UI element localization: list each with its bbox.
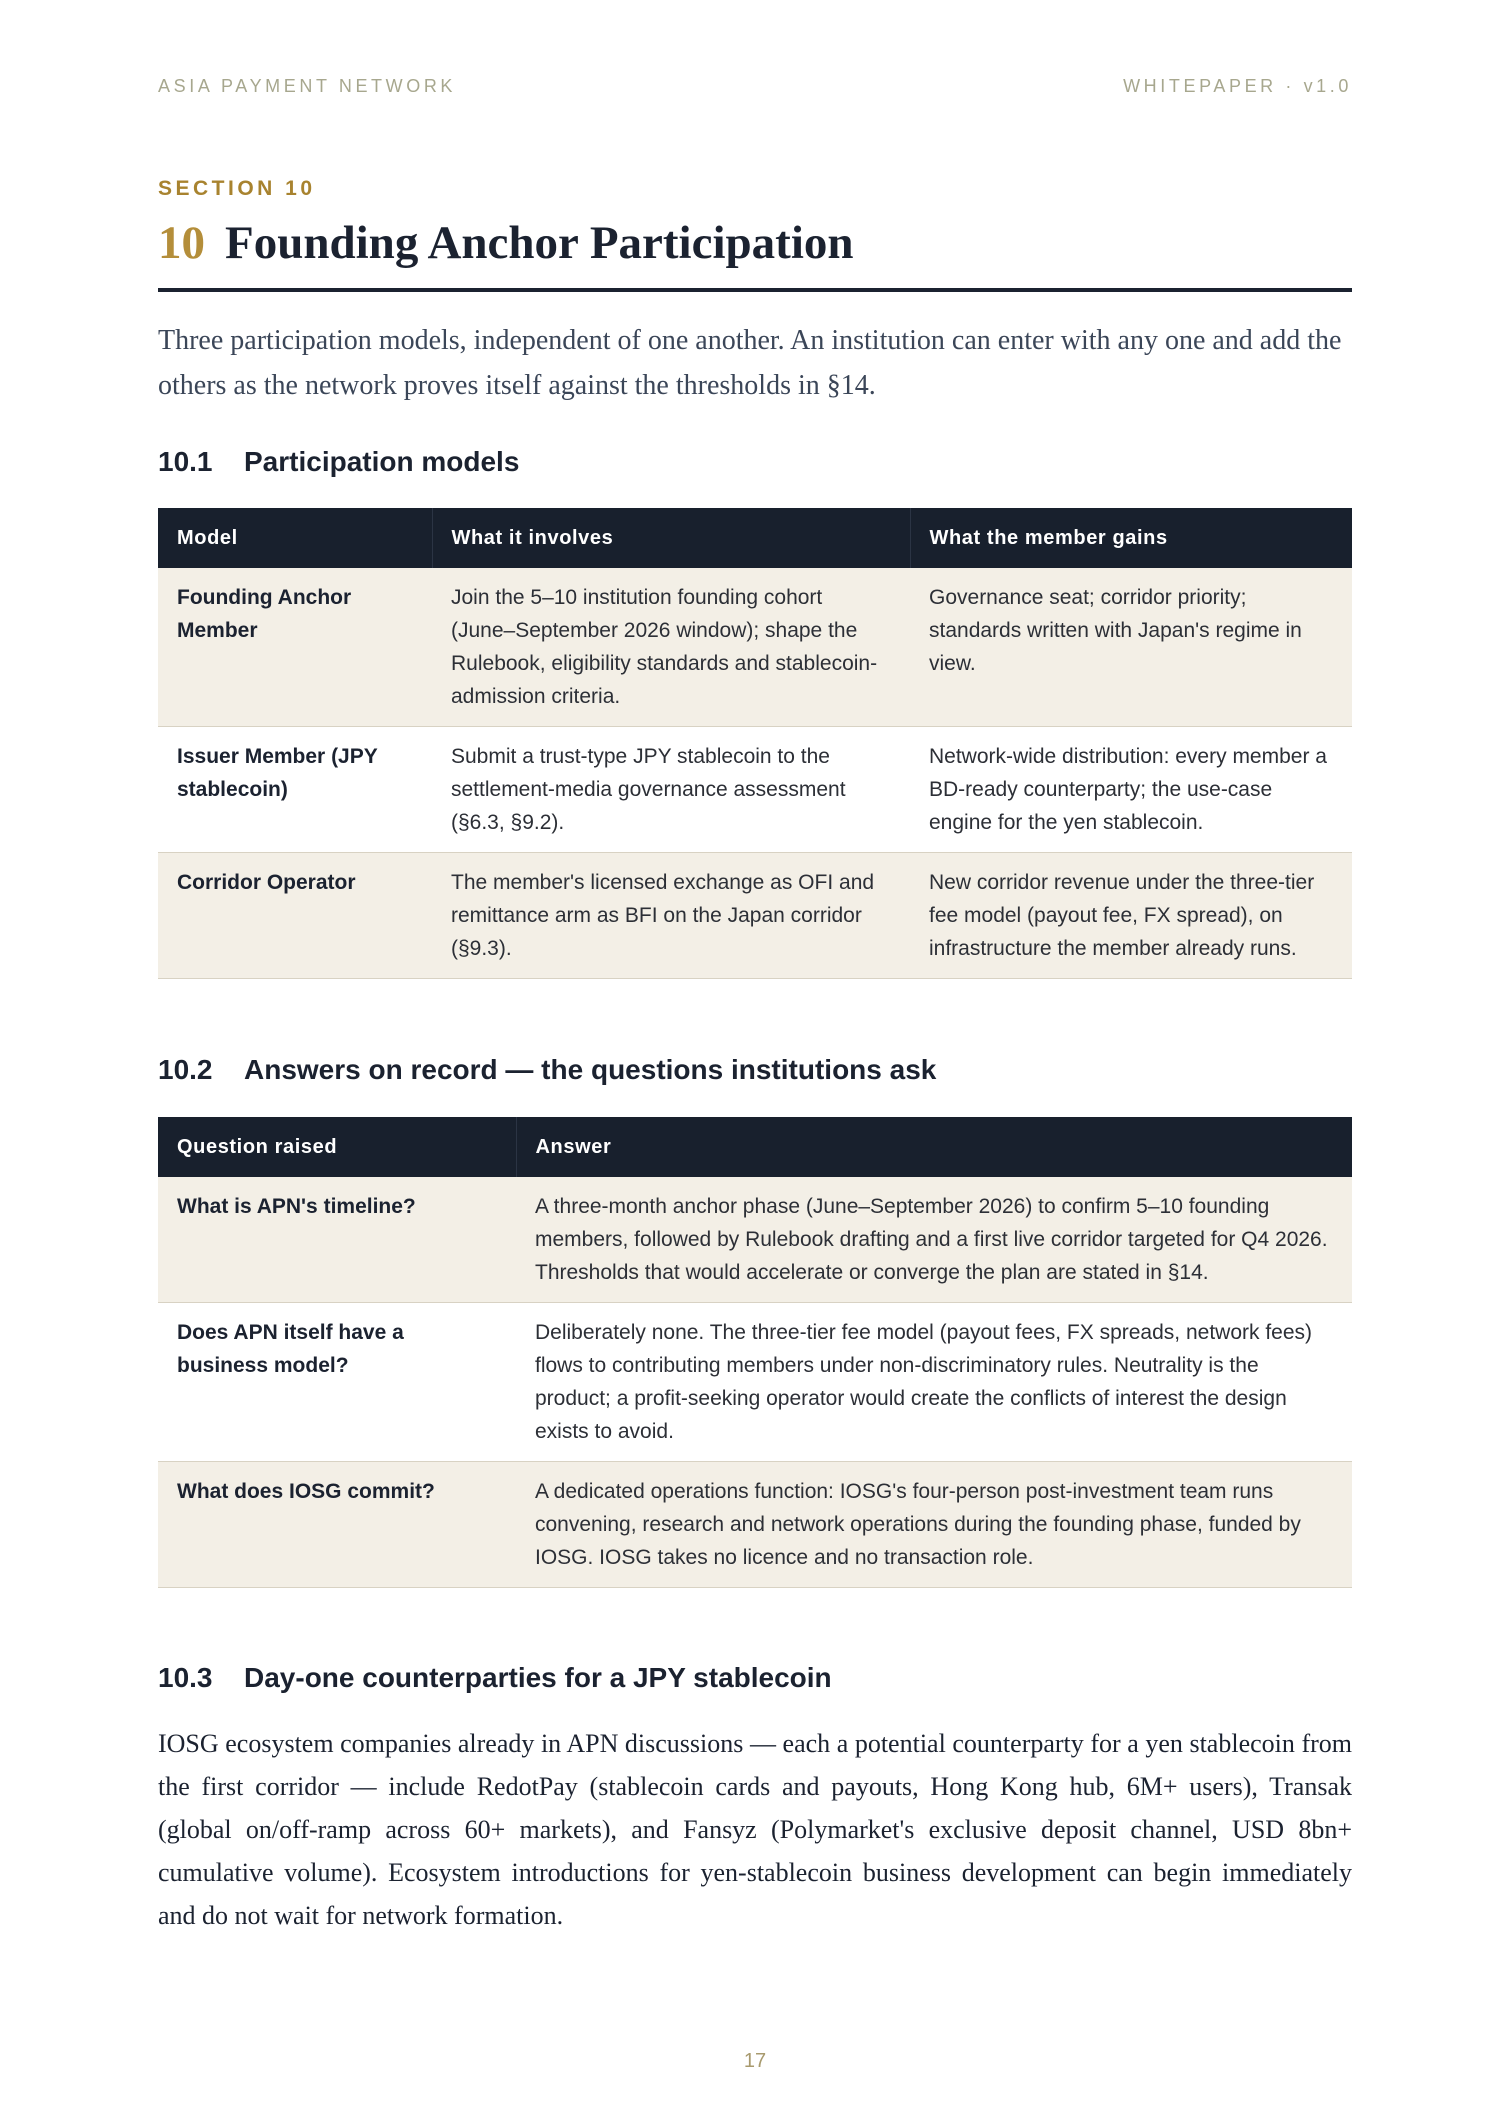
- model-cell: Corridor Operator: [158, 853, 432, 979]
- page-number: 17: [743, 2050, 767, 2072]
- subsection-title: Day-one counterparties for a JPY stablecoin: [244, 1662, 832, 1693]
- column-header: What the member gains: [910, 508, 1352, 568]
- subsection-heading-10-1: [158, 446, 519, 478]
- table-header-row: [158, 508, 1352, 568]
- involves-cell: The member's licensed exchange as OFI and remittance arm as BFI on the Japan corridor (§9.3).: [432, 853, 910, 979]
- participation-models-table: [158, 508, 1352, 979]
- counterparties-paragraph: IOSG ecosystem companies already in APN discussions — each a potential counterparty for a yen stablecoin from the first corridor — include RedotPay (stablecoin cards and payouts, Hong Kong hub, 6M+ users), Transak (global on/off-ramp across 60+ markets), and Fansyz (Polymarket's exclusive deposit channel, USD 8bn+ cumulative volume). Ecosystem introductions for yen-stablecoin business development can begin immediately and do not wait for network formation.: [158, 1729, 1352, 1930]
- column-header: Answer: [516, 1117, 1352, 1177]
- subsection-heading-10-3: [158, 1662, 832, 1694]
- section-title-text: Founding Anchor Participation: [225, 217, 854, 269]
- subsection-title: Answers on record — the questions institutions ask: [244, 1054, 937, 1085]
- table-header-row: [158, 1117, 1352, 1177]
- subsection-title: Participation models: [244, 446, 520, 477]
- column-header: What it involves: [432, 508, 910, 568]
- table-row: [158, 1177, 1352, 1303]
- involves-cell: Submit a trust-type JPY stablecoin to the settlement-media governance assessment (§6.3, §9.2).: [432, 727, 910, 853]
- table-row: [158, 1462, 1352, 1588]
- question-cell: What does IOSG commit?: [158, 1462, 516, 1588]
- running-header-left: ASIA PAYMENT NETWORK: [158, 76, 457, 96]
- table-row: [158, 853, 1352, 979]
- section-lead: Three participation models, independent of one another. An institution can enter with any one and add the others as the network proves itself against the thresholds in §14.: [158, 325, 1342, 401]
- gains-cell: New corridor revenue under the three-tier fee model (payout fee, FX spread), on infrastructure the member already runs.: [910, 853, 1352, 979]
- question-cell: What is APN's timeline?: [158, 1177, 516, 1303]
- question-cell: Does APN itself have a business model?: [158, 1303, 516, 1462]
- answer-cell: Deliberately none. The three-tier fee model (payout fees, FX spreads, network fees) flows to contributing members under non-discriminatory rules. Neutrality is the product; a profit-seeking operator would create the conflicts of interest the design exists to avoid.: [516, 1303, 1352, 1462]
- subsection-number: 10.2: [158, 1054, 213, 1085]
- section-number: 10: [158, 217, 205, 269]
- answer-cell: A dedicated operations function: IOSG's four-person post-investment team runs convening, research and network operations during the founding phase, funded by IOSG. IOSG takes no licence and no transaction role.: [516, 1462, 1352, 1588]
- subsection-number: 10.3: [158, 1662, 213, 1693]
- column-header: Model: [158, 508, 432, 568]
- table-row: [158, 568, 1352, 727]
- column-header: Question raised: [158, 1117, 516, 1177]
- model-cell: Founding Anchor Member: [158, 568, 432, 727]
- answers-on-record-table: [158, 1117, 1352, 1588]
- table-row: [158, 727, 1352, 853]
- section-title: [158, 212, 1352, 292]
- gains-cell: Governance seat; corridor priority; standards written with Japan's regime in view.: [910, 568, 1352, 727]
- subsection-number: 10.1: [158, 446, 213, 477]
- gains-cell: Network-wide distribution: every member a BD-ready counterparty; the use-case engine for the yen stablecoin.: [910, 727, 1352, 853]
- model-cell: Issuer Member (JPY stablecoin): [158, 727, 432, 853]
- answer-cell: A three-month anchor phase (June–September 2026) to confirm 5–10 founding members, followed by Rulebook drafting and a first live corridor targeted for Q4 2026. Thresholds that would accelerate or converge the plan are stated in §14.: [516, 1177, 1352, 1303]
- running-header-right: WHITEPAPER · v1.0: [1123, 76, 1352, 96]
- subsection-heading-10-2: [158, 1054, 936, 1086]
- section-eyebrow: SECTION 10: [158, 177, 316, 200]
- table-row: [158, 1303, 1352, 1462]
- involves-cell: Join the 5–10 institution founding cohort (June–September 2026 window); shape the Rulebook, eligibility standards and stablecoin-admission criteria.: [432, 568, 910, 727]
- running-header: [158, 76, 1352, 97]
